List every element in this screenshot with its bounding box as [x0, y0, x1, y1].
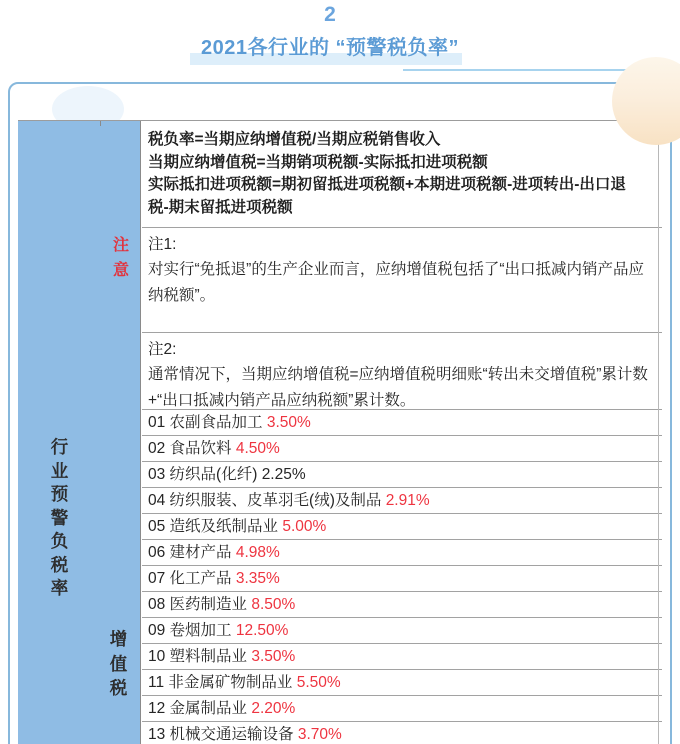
industry-name: 建材产品	[165, 544, 236, 561]
industry-rate: 3.50%	[251, 648, 296, 665]
note-section-label: 注意	[112, 237, 129, 279]
industry-row	[142, 436, 662, 462]
industry-row	[142, 462, 662, 488]
industry-rate: 3.35%	[235, 570, 280, 587]
industry-name: 医药制造业	[165, 596, 252, 613]
industry-row	[142, 410, 662, 436]
industry-row	[142, 488, 662, 514]
industry-code: 08	[148, 596, 166, 613]
industry-name: 纺织品(化纤)	[165, 466, 262, 483]
industry-rate: 2.20%	[251, 700, 296, 717]
industry-rate: 3.50%	[266, 414, 311, 431]
note-1-row	[142, 228, 662, 333]
note-label: 注2:	[148, 341, 177, 358]
sidebar-column-tick	[100, 121, 101, 126]
vat-section-label: 增值税	[109, 629, 128, 699]
industry-code: 07	[148, 570, 166, 587]
industry-name: 卷烟加工	[165, 622, 236, 639]
industry-name: 食品饮料	[165, 440, 236, 457]
industry-row	[142, 722, 662, 744]
industry-code: 10	[148, 648, 166, 665]
industry-name: 金属制品业	[165, 700, 252, 717]
industry-row	[142, 696, 662, 722]
table-sidebar	[18, 121, 141, 744]
industry-rate: 2.91%	[385, 492, 430, 509]
formula-line: 税负率=当期应纳增值税/当期应税销售收入	[148, 131, 441, 148]
industry-rate: 4.50%	[235, 440, 280, 457]
note-2-row	[142, 333, 662, 410]
section-number: 2	[324, 3, 336, 26]
industry-rows	[142, 410, 662, 744]
industry-code: 05	[148, 518, 166, 535]
industry-name: 造纸及纸制品业	[165, 518, 283, 535]
industry-code: 01	[148, 414, 166, 431]
industry-row	[142, 644, 662, 670]
industry-name: 机械交通运输设备	[165, 726, 298, 743]
industry-rate: 3.70%	[297, 726, 342, 743]
industry-name: 塑料制品业	[165, 648, 252, 665]
table-row-header: 行业预警负税率	[50, 437, 69, 598]
industry-row	[142, 618, 662, 644]
industry-name: 化工产品	[165, 570, 236, 587]
tax-rate-table	[18, 120, 662, 744]
formula-line: 实际抵扣进项税额=期初留抵进项税额+本期进项税额-进项转出-出口退税-期末留抵进项税额	[148, 176, 626, 216]
industry-code: 13	[148, 726, 166, 743]
industry-rate: 12.50%	[235, 622, 289, 639]
industry-row	[142, 540, 662, 566]
industry-row	[142, 566, 662, 592]
formula-row	[142, 121, 662, 228]
right-gridline	[658, 121, 659, 744]
industry-rate: 5.50%	[296, 674, 341, 691]
industry-row	[142, 514, 662, 540]
page-title: 2021各行业的 “预警税负率”	[200, 37, 460, 59]
industry-rate: 2.25%	[261, 466, 306, 483]
industry-row	[142, 592, 662, 618]
note-label: 注1:	[148, 236, 177, 253]
industry-code: 09	[148, 622, 166, 639]
industry-name: 非金属矿物制品业	[164, 674, 297, 691]
note-text: 对实行“免抵退”的生产企业而言，应纳增值税包括了“出口抵减内销产品应纳税额”。	[148, 261, 644, 304]
industry-name: 纺织服装、皮革羽毛(绒)及制品	[165, 492, 386, 509]
industry-rate: 8.50%	[251, 596, 296, 613]
industry-row	[142, 670, 662, 696]
industry-code: 04	[148, 492, 166, 509]
table-content-column	[142, 121, 662, 744]
industry-code: 06	[148, 544, 166, 561]
industry-rate: 4.98%	[235, 544, 280, 561]
industry-code: 03	[148, 466, 166, 483]
note-text: 通常情况下，当期应纳增值税=应纳增值税明细账“转出未交增值税”累计数+“出口抵减内销产品应纳税额”累计数。	[148, 366, 648, 409]
industry-code: 02	[148, 440, 166, 457]
industry-name: 农副食品加工	[165, 414, 267, 431]
industry-rate: 5.00%	[282, 518, 327, 535]
formula-line: 当期应纳增值税=当期销项税额-实际抵扣进项税额	[148, 153, 488, 171]
industry-code: 11	[148, 674, 165, 691]
industry-code: 12	[148, 700, 166, 717]
